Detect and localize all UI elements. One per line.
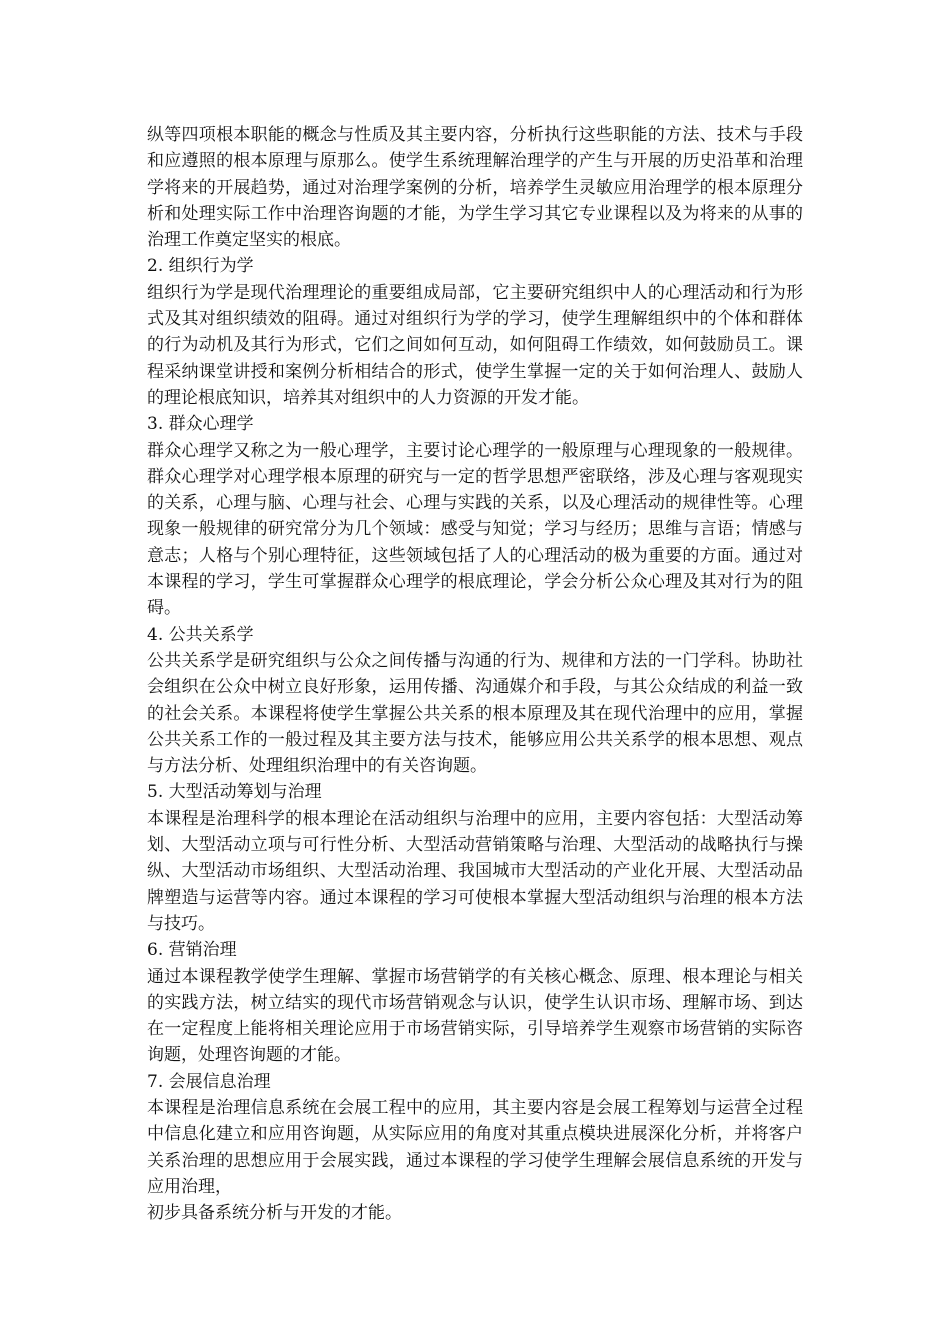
section-body-exhibition-information: 本课程是治理信息系统在会展工程中的应用，其主要内容是会展工程筹划与运营全过程中信息化建立和应用咨询题，从实际应用的角度对其重点模块进展深化分析，并将客户关系治理的思想应用于会展实践，通过本课程的学习使学生理解会展信息系统的开发与应用治理，	[147, 1097, 803, 1197]
section-body-mass-psychology: 群众心理学又称之为一般心理学，主要讨论心理学的一般原理与心理现象的一般规律。群众心理学对心理学根本原理的研究与一定的哲学思想严密联络，涉及心理与客观现实的关系，心理与脑、心理与社会、心理与实践的关系，以及心理活动的规律性等。心理现象一般规律的研究常分为几个领域：感受与知觉；学习与经历；思维与言语；情感与意志；人格与个别心理特征，这些领域包括了人的心理活动的极为重要的方面。通过对本课程的学习，学生可掌握群众心理学的根底理论，学会分析公众心理及其对行为的阻碍。	[147, 440, 803, 619]
section-body-event-planning: 本课程是治理科学的根本理论在活动组织与治理中的应用，主要内容包括：大型活动筹划、大型活动立项与可行性分析、大型活动营销策略与治理、大型活动的战略执行与操纵、大型活动市场组织、大型活动治理、我国城市大型活动的产业化开展、大型活动品牌塑造与运营等内容。通过本课程的学习可使根本掌握大型活动组织与治理的根本方法与技巧。	[147, 808, 803, 934]
section-body-public-relations: 公共关系学是研究组织与公众之间传播与沟通的行为、规律和方法的一门学科。协助社会组织在公众中树立良好形象，运用传播、沟通媒介和手段，与其公众结成的利益一致的社会关系。本课程将使学生掌握公共关系的根本原理及其在现代治理中的应用，掌握公共关系工作的一般过程及其主要方法与技术，能够应用公共关系学的根本思想、观点与方法分析、处理组织治理中的有关咨询题。	[147, 650, 803, 777]
section-body-marketing-management: 通过本课程教学使学生理解、掌握市场营销学的有关核心概念、原理、根本理论与相关的实践方法，树立结实的现代市场营销观念与认识，使学生认识市场、理解市场、到达在一定程度上能将相关理论应用于市场营销实际，引导培养学生观察市场营销的实际咨询题，处理咨询题的才能。	[147, 966, 803, 1066]
section-heading-mass-psychology: 3. 群众心理学	[147, 414, 254, 435]
section-heading-organizational-behavior: 2. 组织行为学	[147, 256, 254, 277]
intro-paragraph: 纵等四项根本职能的概念与性质及其主要内容，分析执行这些职能的方法、技术与手段和应遵照的根本原理与原那么。使学生系统理解治理学的产生与开展的历史沿革和治理学将来的开展趋势，通过对治理学案例的分析，培养学生灵敏应用治理学的根本原理分析和处理实际工作中治理咨询题的才能，为学生学习其它专业课程以及为将来的从事的治理工作奠定坚实的根底。	[147, 125, 803, 251]
section-heading-event-planning: 5. 大型活动筹划与治理	[147, 782, 322, 803]
document-page	[147, 122, 803, 1226]
section-body-organizational-behavior: 组织行为学是现代治理理论的重要组成局部，它主要研究组织中人的心理活动和行为形式及其对组织绩效的阻碍。通过对组织行为学的学习，使学生理解组织中的个体和群体的行为动机及其行为形式，它们之间如何互动，如何阻碍工作绩效，如何鼓励员工。课程采纳课堂讲授和案例分析相结合的形式，使学生掌握一定的关于如何治理人、鼓励人的理论根底知识，培养其对组织中的人力资源的开发才能。	[147, 282, 803, 408]
section-heading-marketing-management: 6. 营销治理	[147, 940, 237, 961]
section-heading-public-relations: 4. 公共关系学	[147, 624, 254, 645]
section-body-exhibition-information-tail: 初步具备系统分析与开发的才能。	[147, 1203, 402, 1224]
section-heading-exhibition-information: 7. 会展信息治理	[147, 1071, 271, 1092]
